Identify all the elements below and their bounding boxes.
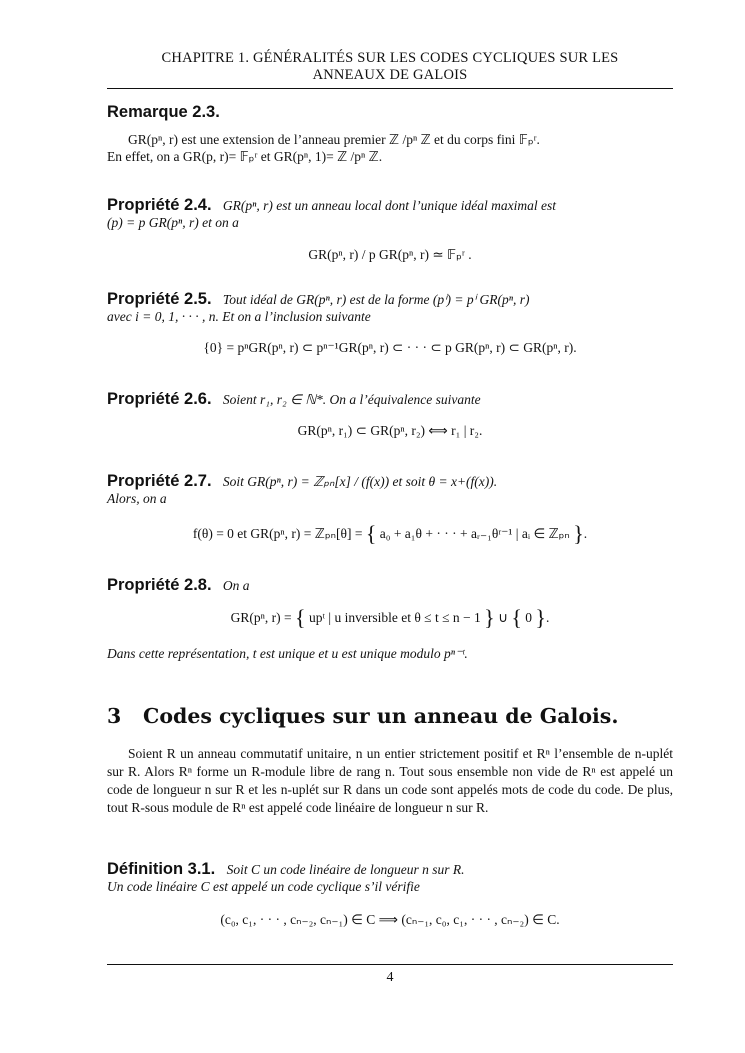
def-3-1-title: Définition 3.1. — [107, 860, 216, 878]
prop-2-7-eq-set: a₀ + a₁θ + · · · + aᵣ₋₁θʳ⁻¹ | aᵢ ∈ ℤₚₙ — [379, 526, 570, 541]
prop-2-5-equation: {0} = pⁿGR(pⁿ, r) ⊂ pⁿ⁻¹GR(pⁿ, r) ⊂ · · · ⊂ p GR(pⁿ, r) ⊂ GR(pⁿ, r). — [203, 340, 577, 355]
header-line-1: CHAPITRE 1. GÉNÉRALITÉS SUR LES CODES CYCLIQUES SUR LES — [161, 50, 619, 66]
definition-3-1 — [107, 861, 673, 895]
prop-2-8-eq-end: . — [545, 610, 550, 625]
section-number: 3 — [107, 704, 122, 728]
prop-2-8-eq-left: GR(pⁿ, r) = — [230, 610, 292, 625]
remarque-2-3 — [107, 104, 673, 165]
prop-2-4-text-2: (p) = p GR(pⁿ, r) et on a — [107, 215, 239, 230]
prop-2-7-eq-end: . — [583, 526, 588, 541]
prop-2-7-text-2: Alors, on a — [107, 491, 167, 506]
prop-2-7-eq-left: f(θ) = 0 et GR(pⁿ, r) = ℤₚₙ[θ] = — [192, 526, 363, 541]
prop-2-7-equation — [107, 521, 673, 546]
remarque-line-1: GR(pⁿ, r) est une extension de l’anneau premier ℤ /pⁿ ℤ et du corps fini 𝔽ₚʳ. — [128, 132, 540, 147]
footer-rule — [107, 964, 673, 965]
section-3-paragraph: Soient R un anneau commutatif unitaire, n un entier strictement positif et Rⁿ l’ensemble de n-uplét sur R. Alors Rⁿ forme un R-module libre de rang n. Tout sous ensemble non vide de Rⁿ est appelé un code de longueur n sur R et les n-uplét sur R dans un code sont appelés mots de code du code. De plus, tout R-sous module de Rⁿ est appelé code linéaire de longueur n sur R. — [107, 746, 673, 815]
propriete-2-6 — [107, 391, 673, 408]
section-heading — [107, 704, 618, 728]
right-brace: } — [484, 605, 495, 630]
prop-2-4-title: Propriété 2.4. — [107, 196, 212, 214]
header-line-2: ANNEAUX DE GALOIS — [312, 67, 468, 83]
right-brace: } — [535, 605, 546, 630]
prop-2-5-title: Propriété 2.5. — [107, 290, 212, 308]
def-3-1-text-1: Soit C un code linéaire de longueur n sur R. — [226, 862, 465, 877]
def-3-1-text-2: Un code linéaire C est appelé un code cyclique s’il vérifie — [107, 879, 420, 894]
header-rule — [107, 88, 673, 89]
section-title: Codes cycliques sur un anneau de Galois. — [143, 704, 619, 728]
prop-2-5-text-2: avec i = 0, 1, · · · , n. Et on a l’inclusion suivante — [107, 309, 371, 324]
def-3-1-equation: (c₀, c₁, · · · , cₙ₋₂, cₙ₋₁) ∈ C ⟹ (cₙ₋₁, c₀, c₁, · · · , cₙ₋₂) ∈ C. — [220, 912, 560, 927]
propriete-2-7 — [107, 473, 673, 507]
remarque-line-2: En effet, on a GR(p, r)= 𝔽ₚʳ et GR(pⁿ, 1)= ℤ /pⁿ ℤ. — [107, 149, 383, 164]
page-number: 4 — [386, 970, 394, 985]
propriete-2-4 — [107, 197, 673, 231]
prop-2-8-eq-set-1: upᵗ | u inversible et θ ≤ t ≤ n − 1 — [308, 610, 481, 625]
left-brace: { — [511, 605, 522, 630]
prop-2-6-equation: GR(pⁿ, r₁) ⊂ GR(pⁿ, r₂) ⟺ r₁ | r₂. — [297, 423, 483, 438]
propriete-2-8 — [107, 577, 673, 594]
propriete-2-5 — [107, 291, 673, 325]
left-brace: { — [365, 521, 377, 546]
prop-2-6-title: Propriété 2.6. — [107, 390, 212, 408]
prop-2-6-text-1: Soient r₁, r₂ ∈ ℕ*. On a l’équivalence suivante — [222, 392, 481, 407]
running-header — [107, 50, 673, 84]
prop-2-8-text-2: Dans cette représentation, t est unique et u est unique modulo pⁿ⁻ᵗ. — [107, 646, 468, 661]
prop-2-7-text-1: Soit GR(pⁿ, r) = ℤₚₙ[x] / (f(x)) et soit θ = x+(f(x)). — [222, 474, 498, 489]
prop-2-8-equation — [107, 605, 673, 630]
prop-2-4-equation: GR(pⁿ, r) / p GR(pⁿ, r) ≃ 𝔽ₚʳ . — [308, 247, 472, 262]
prop-2-4-text-1: GR(pⁿ, r) est un anneau local dont l’unique idéal maximal est — [222, 198, 556, 213]
prop-2-7-title: Propriété 2.7. — [107, 472, 212, 490]
right-brace: } — [573, 521, 584, 546]
prop-2-8-title: Propriété 2.8. — [107, 576, 212, 594]
prop-2-8-text-1: On a — [222, 578, 250, 593]
prop-2-8-eq-union: ∪ — [498, 610, 508, 625]
remarque-title: Remarque 2.3. — [107, 103, 220, 121]
prop-2-8-eq-set-2: 0 — [525, 610, 533, 625]
left-brace: { — [295, 605, 306, 630]
prop-2-5-text-1: Tout idéal de GR(pⁿ, r) est de la forme (pⁱ) = pⁱ GR(pⁿ, r) — [222, 292, 530, 307]
